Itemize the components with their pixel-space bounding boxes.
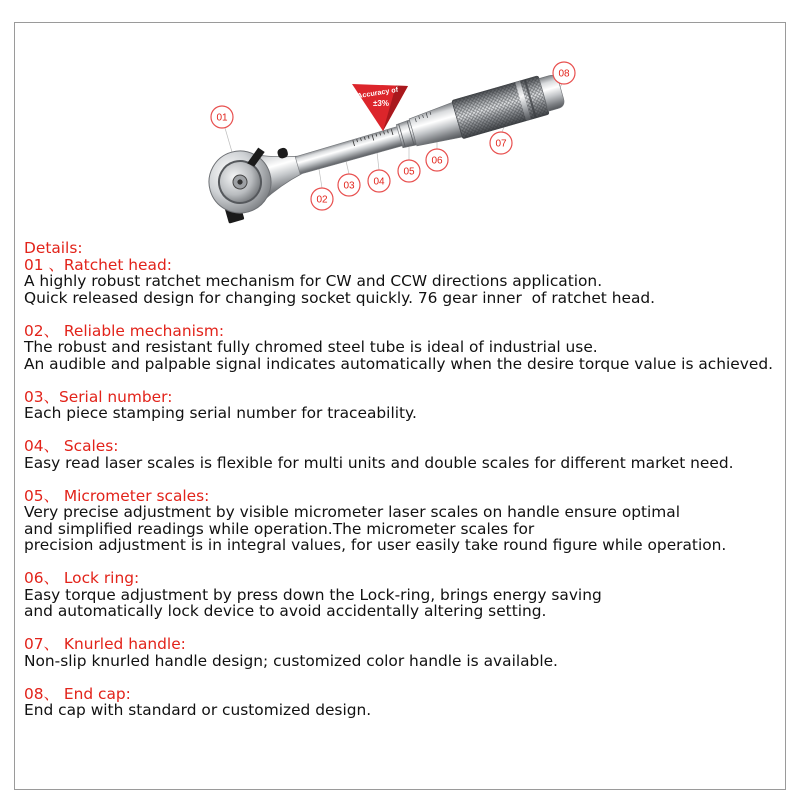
- accuracy-badge-line2: ±3%: [373, 99, 389, 108]
- section-lock-ring: [24, 570, 784, 620]
- section-line: Quick released design for changing socket quickly. 76 gear inner of ratchet head.: [24, 288, 656, 307]
- leader-01: [225, 128, 232, 152]
- steel-tube: [295, 126, 404, 175]
- callout-label: 07: [495, 138, 507, 150]
- callout-label: 01: [216, 112, 228, 124]
- section-reliable-mechanism: [24, 323, 784, 373]
- section-line: Each piece stamping serial number for traceability.: [24, 404, 417, 422]
- callout-08: [553, 62, 575, 84]
- section-line: Easy read laser scales is flexible for multi units and double scales for different market need.: [24, 453, 734, 472]
- section-heading: 06、 Lock ring:: [24, 569, 140, 587]
- section-knurled-handle: [24, 636, 784, 669]
- section-line: Non-slip knurled handle design; customized color handle is available.: [24, 651, 558, 670]
- leader-02: [319, 169, 322, 188]
- callout-02: [311, 188, 333, 210]
- section-heading: 07、 Knurled handle:: [24, 635, 186, 653]
- leader-04: [377, 152, 379, 170]
- section-ratchet-head: [24, 257, 784, 307]
- callout-label: 04: [373, 176, 385, 188]
- callout-06: [426, 149, 448, 171]
- section-heading: 05、 Micrometer scales:: [24, 486, 210, 505]
- knurled-handle: [452, 76, 550, 139]
- torque-wrench: [202, 60, 572, 226]
- callout-label: 03: [343, 180, 355, 192]
- callout-label: 02: [316, 194, 328, 206]
- callout-label: 06: [431, 155, 443, 167]
- wrench-illustration: [0, 0, 800, 232]
- section-micrometer-scales: [24, 488, 784, 554]
- section-heading: 02、 Reliable mechanism:: [24, 321, 225, 340]
- callout-03: [338, 174, 360, 196]
- callout-05: [398, 160, 420, 182]
- section-line: and automatically lock device to avoid accidentally altering setting.: [24, 602, 547, 620]
- section-scales: [24, 438, 784, 471]
- section-end-cap: [24, 686, 784, 719]
- details-title: Details:: [24, 239, 83, 257]
- details-panel: [24, 240, 784, 719]
- callout-01: [211, 106, 233, 128]
- callout-04: [368, 170, 390, 192]
- ratchet-head: [202, 144, 279, 221]
- section-serial-number: [24, 389, 784, 422]
- callout-label: 05: [403, 166, 415, 178]
- section-line: Easy torque adjustment by press down the Lock-ring, brings energy saving: [24, 585, 602, 604]
- section-line: A highly robust ratchet mechanism for CW and CCW directions application.: [24, 272, 603, 290]
- section-heading: 03、Serial number:: [24, 387, 173, 406]
- leader-03: [346, 161, 349, 174]
- section-line: An audible and palpable signal indicates automatically when the desire torque value is achieved.: [24, 354, 773, 373]
- section-heading: 04、 Scales:: [24, 437, 119, 455]
- callout-label: 08: [558, 68, 570, 80]
- section-line: End cap with standard or customized design.: [24, 701, 372, 719]
- section-heading: 08、 End cap:: [24, 684, 131, 703]
- section-line: The robust and resistant fully chromed steel tube is ideal of industrial use.: [24, 338, 598, 356]
- section-line: Very precise adjustment by visible micrometer laser scales on handle ensure optimal: [24, 503, 681, 521]
- section-line: and simplified readings while operation.The micrometer scales for: [24, 519, 535, 538]
- section-heading: 01 、Ratchet head:: [24, 255, 172, 274]
- accuracy-badge-line1: Accuracy of: [356, 84, 399, 101]
- callout-07: [490, 132, 512, 154]
- section-line: precision adjustment is in integral values, for user easily take round figure while operation.: [24, 536, 727, 554]
